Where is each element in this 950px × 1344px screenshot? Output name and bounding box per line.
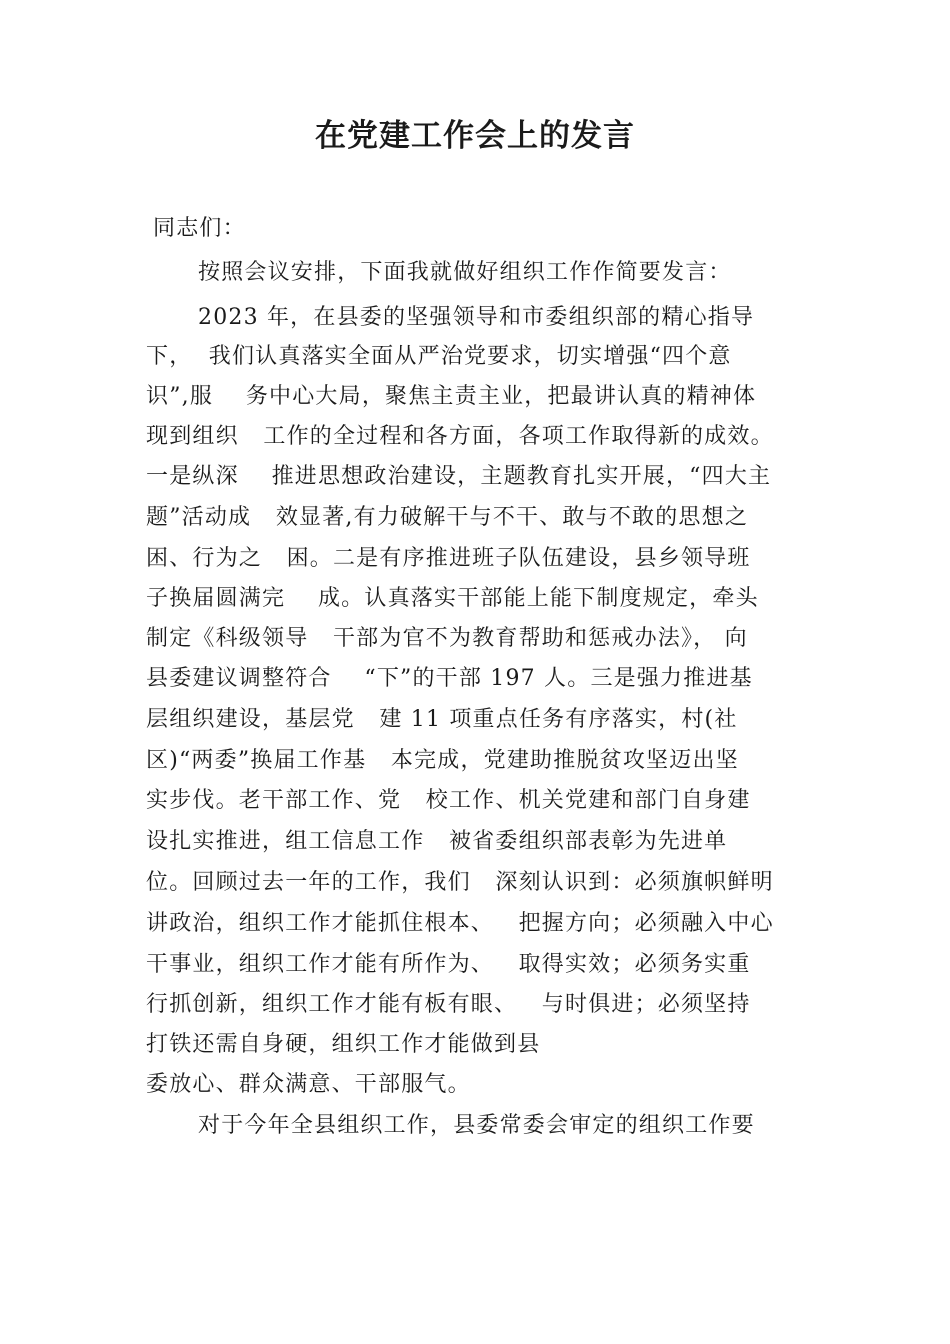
salutation: 同志们：: [153, 216, 246, 241]
body-line: 委放心、群众满意、干部服气。: [146, 1072, 471, 1097]
body-line: 下， 我们认真落实全面从严治党要求，切实增强“四个意: [146, 344, 732, 369]
intro-paragraph: 按照会议安排，下面我就做好组织工作作简要发言：: [198, 260, 732, 285]
body-line: 题”活动成 效显著,有力破解干与不干、敢与不敢的思想之: [146, 505, 749, 530]
body-line: 县委建议调整符合 “下”的干部 197 人。三是强力推进基: [146, 666, 753, 691]
body-line: 设扎实推进，组工信息工作 被省委组织部表彰为先进单: [146, 829, 728, 854]
body-line: 制定《科级领导 干部为官不为教育帮助和惩戒办法》， 向: [146, 626, 748, 651]
body-line: 区)“两委”换届工作基 本完成，党建助推脱贫攻坚迈出坚: [146, 748, 739, 773]
body-line: 位。回顾过去一年的工作，我们 深刻认识到：必须旗帜鲜明: [146, 870, 774, 895]
body-line: 2023 年，在县委的坚强领导和市委组织部的精心指导: [198, 305, 755, 330]
body-line: 行抓创新，组织工作才能有板有眼、 与时俱进；必须坚持: [146, 992, 751, 1017]
next-paragraph: 对于今年全县组织工作，县委常委会审定的组织工作要: [198, 1113, 755, 1138]
body-line: 干事业，组织工作才能有所作为、 取得实效；必须务实重: [146, 952, 751, 977]
body-line: 实步伐。老干部工作、党 校工作、机关党建和部门自身建: [146, 788, 751, 813]
body-line: 讲政治，组织工作才能抓住根本、 把握方向；必须融入中心: [146, 911, 774, 936]
body-line: 打铁还需自身硬，组织工作才能做到县: [146, 1032, 541, 1057]
body-line: 子换届圆满完 成。认真落实干部能上能下制度规定，牵头: [146, 586, 759, 611]
body-line: 识”,服 务中心大局，聚焦主责主业，把最讲认真的精神体: [146, 384, 757, 409]
body-line: 层组织建设，基层党 建 11 项重点任务有序落实，村(社: [146, 707, 738, 732]
body-line: 现到组织 工作的全过程和各方面，各项工作取得新的成效。: [146, 424, 774, 449]
body-line: 困、行为之 困。二是有序推进班子队伍建设，县乡领导班: [146, 546, 751, 571]
page-title: 在党建工作会上的发言: [315, 118, 635, 154]
body-line: 一是纵深 推进思想政治建设，主题教育扎实开展，“四大主: [146, 464, 772, 489]
